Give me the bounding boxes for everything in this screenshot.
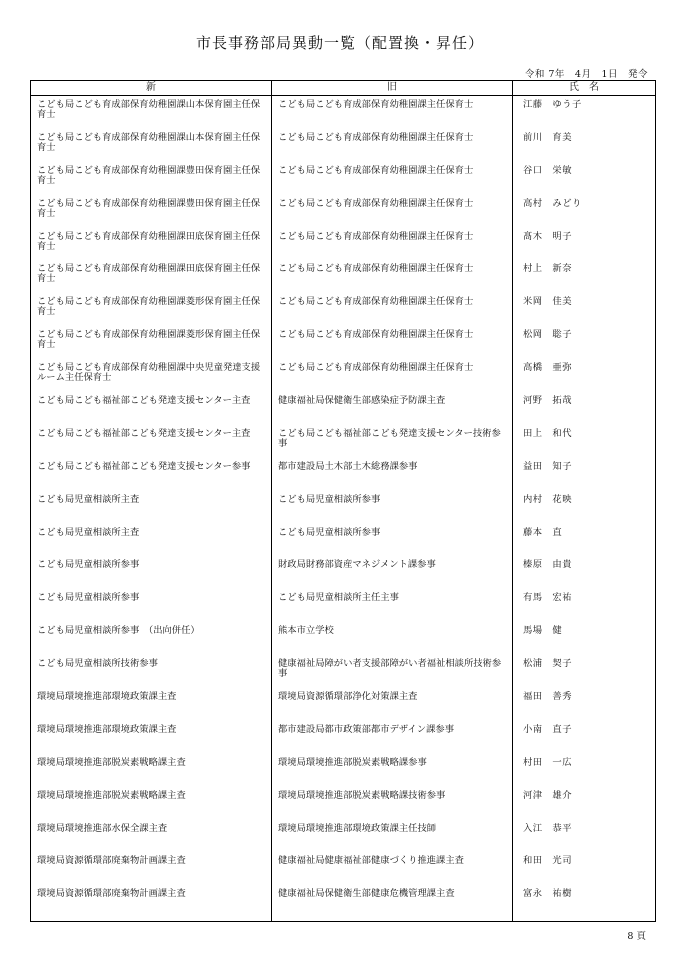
table-cell-old: こども局こども育成部保育幼稚園課主任保育士 (278, 131, 474, 143)
table-cell-old: こども局こども育成部保育幼稚園課主任保育士 (278, 362, 474, 374)
table-cell-old: 健康福祉局保健衛生部健康危機管理課主査 (278, 888, 455, 900)
table-cell-new: 環境局環境推進部環境政策課主査 (37, 723, 177, 735)
table-cell-old: 熊本市立学校 (278, 625, 334, 637)
table-cell-old: 環境局環境推進部脱炭素戦略課技術参事 (278, 789, 446, 801)
table-cell-old: こども局こども育成部保育幼稚園課主任保育士 (278, 296, 474, 308)
table-cell-old: こども局児童相談所参事 (278, 493, 381, 505)
table-cell-old: こども局こども育成部保育幼稚園課主任保育士 (278, 230, 474, 242)
table-cell-name: 高橋 亜弥 (523, 362, 572, 374)
table-cell-new: こども局こども育成部保育幼稚園課田底保育園主任保育士 (37, 263, 261, 285)
table-cell-new: こども局こども福祉部こども発達支援センター主査 (37, 427, 251, 439)
table-cell-new: こども局こども育成部保育幼稚園課田底保育園主任保育士 (37, 230, 261, 252)
table-cell-name: 益田 知子 (523, 460, 572, 472)
table-cell-new: 環境局環境推進部脱炭素戦略課主査 (37, 756, 186, 768)
table-cell-name: 榛原 由貴 (523, 559, 572, 571)
table-cell-old: こども局こども育成部保育幼稚園課主任保育士 (278, 197, 474, 209)
table-cell-old: 都市建設局土木部土木総務課参事 (278, 460, 418, 472)
column-old (272, 96, 513, 921)
table-cell-name: 松浦 契子 (523, 658, 572, 670)
table-cell-name: 村上 新奈 (523, 263, 572, 275)
column-new (31, 96, 272, 921)
table-cell-old: こども局こども福祉部こども発達支援センター技術参事 (278, 427, 501, 449)
column-name (513, 96, 655, 921)
table-cell-name: 河津 雄介 (523, 789, 572, 801)
table-cell-old: こども局児童相談所参事 (278, 526, 381, 538)
table-cell-new: こども局こども福祉部こども発達支援センター参事 (37, 460, 251, 472)
table-cell-name: 前川 育美 (523, 131, 572, 143)
table-cell-old: 健康福祉局保健衛生部感染症予防課主査 (278, 395, 446, 407)
transfer-table (30, 80, 656, 922)
table-cell-new: 環境局資源循環部廃棄物計画課主査 (37, 855, 186, 867)
table-body (31, 96, 655, 921)
table-cell-new: こども局児童相談所技術参事 (37, 658, 158, 670)
table-cell-new: こども局児童相談所参事 (37, 559, 140, 571)
table-cell-name: 村田 一広 (523, 756, 572, 768)
table-cell-name: 藤本 直 (523, 526, 563, 538)
table-cell-name: 田上 和代 (523, 427, 572, 439)
table-cell-new: こども局児童相談所参事 （出向併任） (37, 625, 200, 637)
table-cell-new: こども局こども育成部保育幼稚園課山本保育園主任保育士 (37, 131, 261, 153)
table-cell-new: こども局児童相談所参事 (37, 592, 140, 604)
table-cell-new: 環境局資源循環部廃棄物計画課主査 (37, 888, 186, 900)
table-cell-name: 富永 祐樹 (523, 888, 572, 900)
table-cell-new: 環境局環境推進部環境政策課主査 (37, 691, 177, 703)
table-cell-old: 健康福祉局健康福祉部健康づくり推進課主査 (278, 855, 464, 867)
table-cell-old: こども局こども育成部保育幼稚園課主任保育士 (278, 99, 474, 110)
table-cell-name: 内村 花映 (523, 493, 572, 505)
table-cell-old: こども局児童相談所主任主事 (278, 592, 399, 604)
table-cell-name: 福田 善秀 (523, 691, 572, 703)
table-cell-new: 環境局環境推進部脱炭素戦略課主査 (37, 789, 186, 801)
table-cell-old: 健康福祉局障がい者支援部障がい者福祉相談所技術参事 (278, 658, 502, 680)
page-number: 8 頁 (627, 931, 646, 942)
table-cell-old: こども局こども育成部保育幼稚園課主任保育士 (278, 263, 474, 275)
header-old: 旧 (272, 81, 513, 95)
table-cell-new: こども局こども育成部保育幼稚園課中央児童発達支援ルーム主任保育士 (37, 362, 261, 384)
table-cell-old: 環境局資源循環部浄化対策課主査 (278, 691, 418, 703)
table-cell-name: 馬場 健 (523, 625, 563, 637)
table-header (31, 81, 655, 96)
table-cell-new: こども局こども育成部保育幼稚園課豊田保育園主任保育士 (37, 164, 261, 186)
table-cell-old: 都市建設局都市政策部都市デザイン課参事 (278, 723, 454, 735)
table-cell-new: 環境局環境推進部水保全課主査 (37, 822, 168, 834)
table-cell-new: こども局こども育成部保育幼稚園課山本保育園主任保育士 (37, 99, 261, 120)
table-cell-name: 有馬 宏祐 (523, 592, 572, 604)
header-new: 新 (31, 81, 272, 95)
table-cell-old: 環境局環境推進部脱炭素戦略課参事 (278, 756, 427, 768)
table-cell-name: 米岡 佳美 (523, 296, 572, 308)
header-name: 氏 名 (569, 82, 599, 93)
table-cell-new: こども局こども育成部保育幼稚園課豊田保育園主任保育士 (37, 197, 261, 219)
document-title: 市長事務部局異動一覧（配置換・昇任） (195, 34, 484, 52)
table-cell-new: こども局児童相談所主査 (37, 493, 140, 505)
table-cell-name: 河野 拓哉 (523, 395, 572, 407)
table-cell-new: こども局こども育成部保育幼稚園課菱形保育園主任保育士 (37, 329, 261, 351)
table-cell-new: こども局こども育成部保育幼稚園課菱形保育園主任保育士 (37, 296, 261, 318)
table-cell-name: 高村 みどり (523, 197, 582, 209)
table-cell-name: 谷口 栄敏 (523, 164, 572, 176)
table-cell-old: 財政局財務部資産マネジメント課参事 (278, 559, 436, 571)
table-cell-name: 小南 直子 (523, 723, 572, 735)
issue-date: 令和 7年 4月 1日 発令 (524, 69, 648, 80)
table-cell-name: 入江 恭平 (523, 822, 572, 834)
table-cell-name: 和田 光司 (523, 855, 572, 867)
table-cell-old: こども局こども育成部保育幼稚園課主任保育士 (278, 329, 474, 341)
table-cell-name: 江藤 ゆう子 (523, 99, 582, 110)
table-cell-name: 髙木 明子 (523, 230, 572, 242)
table-cell-new: こども局こども福祉部こども発達支援センター主査 (37, 395, 251, 407)
table-cell-old: こども局こども育成部保育幼稚園課主任保育士 (278, 164, 474, 176)
table-cell-old: 環境局環境推進部環境政策課主任技師 (278, 822, 437, 834)
table-cell-new: こども局児童相談所主査 (37, 526, 140, 538)
table-cell-name: 松岡 聡子 (523, 329, 572, 341)
